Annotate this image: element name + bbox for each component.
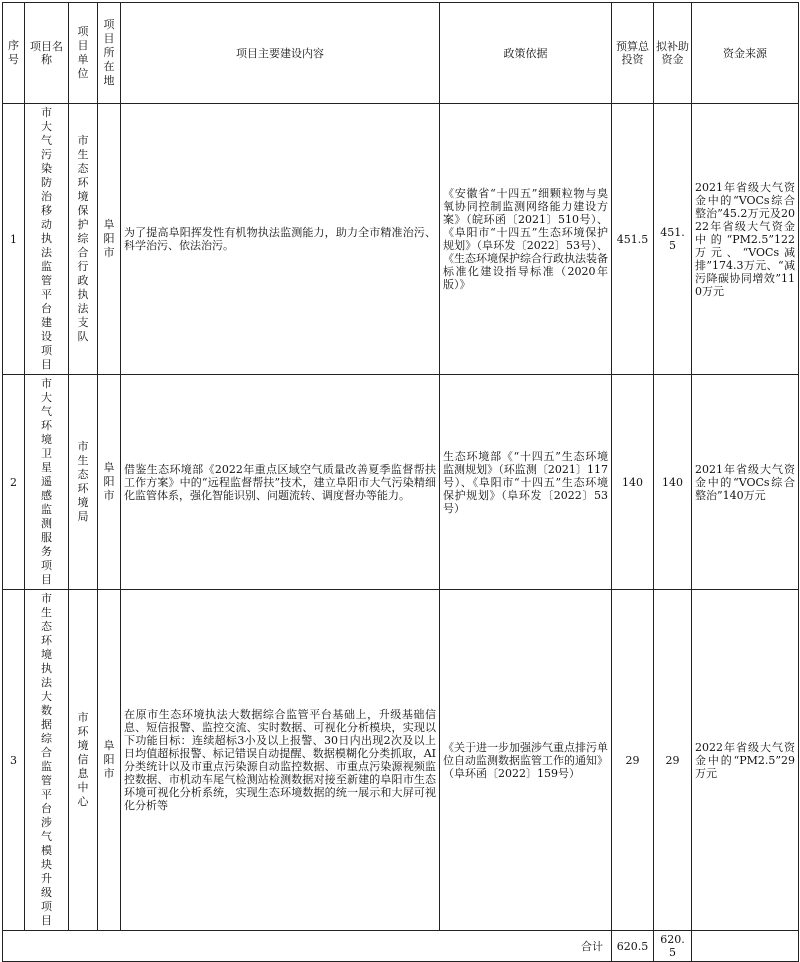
cell-policy: 生态环境部《“十四五”生态环境监测规划》（环监测〔2021〕117号）、《阜阳市“十四五”生态环境保护规划》（阜环发〔2022〕53号）: [440, 375, 612, 590]
header-name: 项目名称: [25, 3, 69, 104]
total-row: [3, 931, 799, 962]
cell-source: 2021年省级大气资金中的“VOCs综合整治”45.2万元及2022年省级大气资金中的“PM2.5”122万元、“VOCs减排”174.3万元、“减污降碳协同增效”110万元: [692, 104, 799, 375]
cell-seq: 2: [3, 375, 25, 590]
table-row: [3, 590, 799, 931]
cell-seq: 1: [3, 104, 25, 375]
cell-content: 借鉴生态环境部《2022年重点区域空气质量改善夏季监督帮扶工作方案》中的“远程监督帮扶”技术，建立阜阳市大气污染精细化监管体系，强化智能识别、问题流转、调度督办等能力。: [121, 375, 440, 590]
cell-name: 市大气污染防治移动执法监管平台建设项目: [25, 104, 69, 375]
header-subsidy: 拟补助资金: [654, 3, 692, 104]
cell-seq: 3: [3, 590, 25, 931]
cell-location: 阜阳市: [98, 375, 121, 590]
total-budget: 620.5: [612, 931, 654, 962]
cell-location: 阜阳市: [98, 104, 121, 375]
header-source: 资金来源: [692, 3, 799, 104]
header-unit: 项目单位: [69, 3, 98, 104]
cell-source: 2022年省级大气资金中的“PM2.5”29万元: [692, 590, 799, 931]
cell-unit: 市环境信息中心: [69, 590, 98, 931]
cell-source: 2021年省级大气资金中的“VOCs综合整治”140万元: [692, 375, 799, 590]
cell-subsidy: 451.5: [654, 104, 692, 375]
cell-content: 在原市生态环境执法大数据综合监管平台基础上，升级基础信息、短信报警、监控交流、实时数据、可视化分析模块，实现以下功能目标：连续超标3小及以上报警、30日内出现2次及以上日均值超标报警、标记错误自动提醒、数据模糊化分类抓取，AI分类统计以及市重点污染源自动监控数据、市重点污染源视频监控数据、市机动车尾气检测站检测数据对接至新建的阜阳市生态环境可视化分析系统，实现生态环境数据的统一展示和大屏可视化分析等: [121, 590, 440, 931]
header-seq: 序号: [3, 3, 25, 104]
cell-unit: 市生态环境局: [69, 375, 98, 590]
cell-budget: 140: [612, 375, 654, 590]
table-row: [3, 104, 799, 375]
cell-name: 市大气环境卫星遥感监测服务项目: [25, 375, 69, 590]
project-table: [2, 2, 799, 962]
cell-budget: 29: [612, 590, 654, 931]
header-budget: 预算总投资: [612, 3, 654, 104]
header-location: 项目所在地: [98, 3, 121, 104]
cell-subsidy: 29: [654, 590, 692, 931]
cell-content: 为了提高阜阳挥发性有机物执法监测能力，助力全市精准治污、科学治污、依法治污。: [121, 104, 440, 375]
header-policy: 政策依据: [440, 3, 612, 104]
cell-budget: 451.5: [612, 104, 654, 375]
cell-subsidy: 140: [654, 375, 692, 590]
cell-name: 市生态环境执法大数据综合监管平台涉气模块升级项目: [25, 590, 69, 931]
total-subsidy: 620.5: [654, 931, 692, 962]
header-row: [3, 3, 799, 104]
total-label: 合计: [3, 931, 612, 962]
table-row: [3, 375, 799, 590]
total-source-empty: [692, 931, 799, 962]
header-content: 项目主要建设内容: [121, 3, 440, 104]
cell-unit: 市生态环境保护综合行政执法支队: [69, 104, 98, 375]
cell-policy: 《关于进一步加强涉气重点排污单位自动监测数据监管工作的通知》（阜环函〔2022〕159号）: [440, 590, 612, 931]
cell-policy: 《安徽省“十四五”细颗粒物与臭氧协同控制监测网络能力建设方案》（皖环函〔2021〕510号）、《阜阳市“十四五”生态环境保护规划》（阜环发〔2022〕53号）、《生态环境保护综合行政执法装备标准化建设指导标准（2020年版）》: [440, 104, 612, 375]
cell-location: 阜阳市: [98, 590, 121, 931]
